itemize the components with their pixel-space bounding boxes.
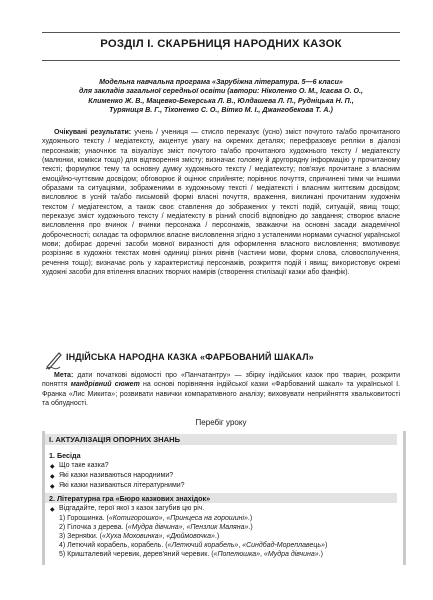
item-option: «Мудра дівчина»	[263, 551, 319, 558]
program-line: для закладів загальної середньої освіти (автори: Ніколенко О. М., Ісаєва О. О.,	[79, 87, 363, 96]
item-option: «Пензлик Маляна»	[186, 524, 249, 531]
item-text: 1) Горошинка. (	[59, 515, 109, 522]
goal-term: мандрівний сюжет	[70, 381, 140, 389]
subsection-talk: 1. Бесіда	[49, 451, 81, 460]
chapter-title: РОЗДІЛ І. СКАРБНИЦЯ НАРОДНИХ КАЗОК	[100, 38, 342, 50]
section-title: І. АКТУАЛІЗАЦІЯ ОПОРНИХ ЗНАНЬ	[49, 435, 181, 444]
item-sep: ,	[238, 542, 243, 549]
game-item	[59, 524, 253, 531]
item-option: «Мудра дівчина»	[127, 524, 183, 531]
subsection-game: 2. Літературна гра «Бюро казкових знахідок»	[49, 494, 211, 503]
game-item	[59, 551, 323, 558]
program-line: Клименко Ж. В., Мацевко-Бекерська Л. В., Юлдашева Л. П., Рудніцька Н. П.,	[88, 96, 354, 105]
program-line: Модельна навчальна програма «Зарубіжна література. 5—6 класи»	[99, 78, 343, 86]
game-item	[59, 515, 252, 522]
item-text: 2) Гілочка з дерева. (	[59, 524, 128, 531]
item-option: «Дюймовочка»	[166, 533, 215, 540]
game-item	[59, 533, 219, 540]
item-sep: ,	[182, 524, 187, 531]
game-item	[59, 542, 327, 549]
goal-text-2: на основі порівняння індійської казки «Фарбований шакал» та української І. Франка «Лис Микита»; розвивати навички компаративного аналізу; виховувати неприйняття хвальковитості та облудності.	[42, 381, 400, 408]
goal-text-1: дати початкові відомості про «Панчатантру» — збірку індійських казок про тварин, розкрити поняття	[42, 372, 400, 389]
diamond-bullet-icon: ◆	[50, 474, 55, 480]
pen-icon	[44, 350, 64, 370]
item-text: 3) Зерняtки. (	[59, 533, 102, 540]
expected-results	[42, 128, 400, 278]
question-item: Які казки називаються народними?	[59, 472, 174, 479]
diamond-bullet-icon: ◆	[50, 507, 55, 513]
item-option: «Синдбад-Мореплавець»	[242, 542, 325, 549]
item-sep: ,	[162, 515, 167, 522]
course-label: Перебіг уроку	[195, 418, 247, 427]
item-option: «Котигорошко»	[108, 515, 163, 522]
results-text: учень / учениця — стисло переказує (усно) зміст почутого та/або прочитаного художнього тексту / медіатексту, акцентує увагу на окремих деталях; перефразовує репліки в діалозі персонажів; унаочнює та візуалізує зміст почутого та/або прочитаного художнього тексту / медіатексту (малюнки, комікси тощо) для відтворення змісту; визначає головну й другорядну інформацію у прочитаному тексті; формулює тему та основну думку художнього тексту / медіатексту; пов'язує прочитане з власним емоційно-чуттєвим досвідом; обговорює й оцінює сприйняте; порівнює почуття, спричинені тими чи іншими образами та ситуаціями, зображеними в художньому тексті / медіатексті і власним життєвим досвідом; висловлює в усній та/або письмовій формі власні почуття, враження, викликані прочитаним художнім текстом / медіатекстом, а також своє ставлення до зображених у тексті подій, ситуацій, явищ тощо; переказує зміст художнього тексту / медіатексту в різний спосіб відповідно до завдання; створює власне висловлення про вчинок / вчинки персонажа / персонажів, зважаючи на основні засади академічної доброчесності; складає та оформлює власне висловлення згідно з усталеними нормами сучасної української мови; добирає доречні засоби мовної виразності для оформлення власного висловлення; вмотивовує розрізняє в художніх текстах мовні одиниці різних рівнів (частини мови, форми слова, словосполучення, речення тощо); визначає роль у характеристиці персонажів, розкриття подій і явищ; використовує окремі художні засоби для втілення власних творчих намірів (створення стилізації казки або фанфік).	[42, 129, 401, 277]
header-rule-top	[42, 32, 400, 33]
item-text: 4) Летючий корабель, корабель. (	[59, 542, 168, 549]
item-sep: ,	[162, 533, 167, 540]
goal-label: Мета:	[54, 372, 74, 379]
item-option: «Хуха Моховинка»	[101, 533, 163, 540]
lesson-title: ІНДІЙСЬКА НАРОДНА КАЗКА «ФАРБОВАНИЙ ШАКАЛ»	[66, 352, 314, 362]
item-sep: ,	[260, 551, 264, 558]
item-option: «Принцеса на горошині»	[166, 515, 248, 522]
item-option: «Попелюшка»	[213, 551, 261, 558]
item-end: .)	[214, 533, 220, 540]
item-option: «Летючий корабель»	[167, 542, 239, 549]
item-end: .)	[248, 524, 253, 531]
diamond-bullet-icon: ◆	[50, 464, 55, 470]
lesson-goal	[42, 371, 400, 408]
item-text: 5) Кришталевий черевик, дерев'яний черевик. (	[59, 551, 214, 558]
game-task: Відгадайте, герої якої з казок загубив цю річ.	[59, 505, 205, 512]
question-item: Які казки називаються літературними?	[59, 482, 185, 489]
question-item: Що таке казка?	[59, 462, 109, 469]
item-end: .)	[247, 515, 253, 522]
header-rule-bottom	[42, 60, 400, 61]
item-end: .)	[318, 551, 323, 558]
item-end: )	[324, 542, 328, 549]
program-line: Туряниця В. Г., Тіхоненко С. О., Вітко М. І., Джангобекова Т. А.)	[109, 105, 333, 114]
program-reference	[42, 78, 400, 115]
results-label: Очікувані результати:	[54, 129, 132, 136]
diamond-bullet-icon: ◆	[50, 484, 55, 490]
